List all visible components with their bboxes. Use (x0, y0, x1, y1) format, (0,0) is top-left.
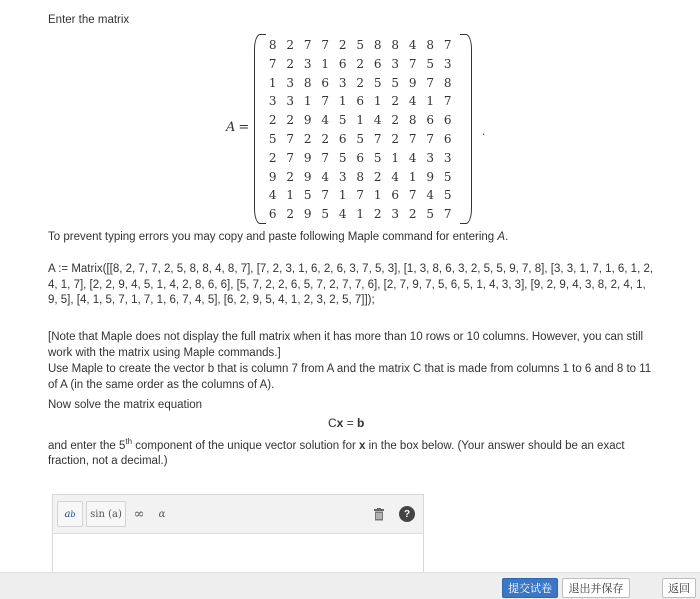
bottom-action-bar (0, 572, 700, 599)
matrix-cell: 4 (391, 169, 400, 184)
matrix-cell: 7 (443, 207, 452, 222)
matrix-cell: 5 (426, 56, 435, 71)
use-maple-instruction: Use Maple to create the vector b that is column 7 from A and the matrix C that is made from columns 1 to 6 and 8 to 11 of A (in the same order as the columns of A). (48, 363, 652, 391)
matrix-cell: 2 (338, 38, 347, 52)
matrix-period: . (482, 124, 486, 138)
matrix-cell: 8 (391, 38, 400, 52)
matrix-cell: 3 (391, 56, 400, 71)
matrix-cell: 3 (268, 94, 277, 109)
matrix-cell: 3 (443, 56, 452, 71)
matrix-cell: 9 (268, 169, 277, 184)
matrix-cell: 5 (443, 188, 452, 203)
matrix-cell: 3 (286, 75, 295, 90)
matrix-cell: 7 (426, 131, 435, 146)
matrix-label: A = (226, 120, 250, 135)
matrix-cell: 7 (321, 94, 330, 109)
matrix-cell: 4 (338, 207, 347, 222)
matrix-cell: 8 (356, 169, 365, 184)
matrix-cell: 7 (408, 131, 417, 146)
matrix-cell: 9 (303, 150, 312, 165)
matrix-cell: 3 (426, 150, 435, 165)
maple-command[interactable]: A := Matrix([[8, 2, 7, 7, 2, 5, 8, 8, 4, 8, 7], [7, 2, 3, 1, 6, 2, 6, 3, 7, 5, 3], [1, 3, 8, 6, 3, 2, 5, 5, 9, 7, 8], [3, 3, 1, 7, 1, 6, 1, 2, 4, 1, 7], [2, 2, 9, 4, 5, 1, 4, 2, 8, 6, 6], [5, 7, 2, 2, 6, 5, 7, 2, 7, 7, 6], [2, 7, 9, 7, 5, 6, 5, 1, 4, 3, 3], [9, 2, 9, 4, 3, 8, 2, 4, 1, 9, 5], [4, 1, 5, 7, 1, 7, 1, 6, 7, 4, 5], [6, 2, 9, 5, 4, 1, 2, 3, 2, 5, 7]]); (48, 263, 654, 306)
submit-exam-button[interactable]: 提交试卷 (502, 578, 558, 598)
matrix-cell: 1 (356, 113, 365, 128)
copy-instruction: To prevent typing errors you may copy and paste following Maple command for entering A. (48, 231, 509, 243)
matrix-cell: 2 (268, 113, 277, 128)
matrix-cell: 2 (356, 56, 365, 71)
matrix-cell: 2 (373, 169, 382, 184)
matrix-cell: 2 (356, 75, 365, 90)
matrix-cell: 7 (426, 75, 435, 90)
solve-instruction: Now solve the matrix equation (48, 399, 203, 411)
matrix-cell: 6 (268, 207, 277, 222)
matrix-cell: 6 (338, 56, 347, 71)
matrix-cell: 5 (443, 169, 452, 184)
matrix-cell: 7 (286, 150, 295, 165)
matrix-cell: 2 (391, 113, 400, 128)
matrix-cell: 6 (443, 113, 452, 128)
matrix-cell: 2 (268, 150, 277, 165)
matrix-cell: 7 (321, 38, 330, 52)
matrix-cell: 7 (408, 188, 417, 203)
matrix-cell: 6 (443, 131, 452, 146)
matrix-cell: 2 (391, 94, 400, 109)
matrix-cell: 5 (338, 113, 347, 128)
matrix-cell: 5 (321, 207, 330, 222)
matrix-cell: 4 (408, 38, 417, 52)
matrix-cell: 4 (408, 150, 417, 165)
matrix-cell: 9 (303, 207, 312, 222)
matrix-cell: 2 (286, 38, 295, 52)
matrix-cell: 5 (356, 38, 365, 52)
matrix-cell: 5 (391, 75, 400, 90)
matrix-cell: 7 (268, 56, 277, 71)
matrix-cell: 7 (373, 131, 382, 146)
matrix-cell: 1 (373, 94, 382, 109)
matrix-cell: 6 (321, 75, 330, 90)
matrix-cell: 2 (286, 169, 295, 184)
matrix-cell: 6 (356, 150, 365, 165)
matrix-cell: 9 (303, 113, 312, 128)
answer-input[interactable] (53, 533, 423, 575)
matrix-cell: 7 (321, 150, 330, 165)
matrix-cell: 1 (286, 188, 295, 203)
matrix-cell: 9 (408, 75, 417, 90)
matrix-cell: 1 (338, 94, 347, 109)
matrix-cell: 2 (286, 207, 295, 222)
matrix-cell: 7 (356, 188, 365, 203)
answer-instruction: and enter the 5th component of the unique vector solution for x in the box below. (Your answer should be an exact fraction, not a decimal.) (48, 437, 625, 468)
matrix-cell: 7 (443, 94, 452, 109)
matrix-cell: 8 (303, 75, 312, 90)
matrix-cell: 1 (321, 56, 330, 71)
matrix-equation: Cx = b (328, 416, 365, 430)
matrix-cell: 8 (443, 75, 452, 90)
matrix-cell: 3 (303, 56, 312, 71)
function-button[interactable]: sin (a) (86, 501, 126, 527)
back-button[interactable]: 返回 (662, 578, 696, 598)
matrix-cell: 3 (338, 75, 347, 90)
matrix-cell: 1 (338, 188, 347, 203)
matrix-cell: 5 (373, 75, 382, 90)
matrix-cell: 3 (338, 169, 347, 184)
matrix-cell: 6 (338, 131, 347, 146)
matrix-cell: 6 (356, 94, 365, 109)
matrix-cell: 5 (303, 188, 312, 203)
matrix-cell: 5 (268, 131, 277, 146)
matrix-cell: 1 (268, 75, 277, 90)
matrix-cell: 3 (286, 94, 295, 109)
matrix-cell: 9 (303, 169, 312, 184)
matrix-cell: 1 (426, 94, 435, 109)
help-icon[interactable]: ? (399, 506, 415, 522)
intro-text: Enter the matrix (48, 14, 130, 26)
editor-toolbar (53, 495, 423, 533)
matrix-cell: 2 (286, 113, 295, 128)
matrix-cell: 8 (268, 38, 277, 52)
right-paren (460, 34, 472, 224)
matrix-cell: 9 (426, 169, 435, 184)
matrix-cell: 6 (391, 188, 400, 203)
matrix-cell: 7 (286, 131, 295, 146)
superscript-button[interactable]: a b (57, 501, 83, 527)
matrix-cell: 4 (426, 188, 435, 203)
matrix-cell: 4 (373, 113, 382, 128)
matrix-cell: 5 (426, 207, 435, 222)
matrix-cell: 5 (338, 150, 347, 165)
infinity-button[interactable]: ∞ (133, 506, 145, 522)
matrix-cell: 1 (373, 188, 382, 203)
matrix-cell: 7 (303, 38, 312, 52)
matrix-cell: 6 (373, 56, 382, 71)
matrix-cell: 4 (321, 169, 330, 184)
matrix-cell: 1 (303, 94, 312, 109)
matrix-cell: 6 (426, 113, 435, 128)
matrix-cell: 3 (443, 150, 452, 165)
matrix-cell: 3 (391, 207, 400, 222)
matrix-cell: 7 (321, 188, 330, 203)
matrix-cell: 2 (286, 56, 295, 71)
greek-letter-button[interactable]: α (158, 508, 166, 520)
matrix-cell: 4 (321, 113, 330, 128)
matrix-cell: 2 (408, 207, 417, 222)
matrix-cell: 1 (391, 150, 400, 165)
matrix-cell: 2 (321, 131, 330, 146)
matrix-cell: 2 (391, 131, 400, 146)
matrix-cell: 2 (303, 131, 312, 146)
matrix-cell: 4 (268, 188, 277, 203)
matrix-cell: 8 (373, 38, 382, 52)
matrix-cell: 2 (373, 207, 382, 222)
matrix-grid (264, 36, 457, 224)
matrix-cell: 7 (408, 56, 417, 71)
trash-icon[interactable] (371, 506, 387, 522)
maple-note: [Note that Maple does not display the full matrix when it has more than 10 rows or 10 columns. However, you can still work with the matrix using Maple commands.] (48, 331, 644, 359)
matrix-display (48, 34, 528, 226)
matrix-cell: 7 (443, 38, 452, 52)
matrix-cell: 8 (408, 113, 417, 128)
matrix-cell: 5 (373, 150, 382, 165)
matrix-cell: 5 (356, 131, 365, 146)
matrix-cell: 1 (356, 207, 365, 222)
matrix-cell: 4 (408, 94, 417, 109)
save-and-quit-button[interactable]: 退出并保存 (562, 578, 630, 598)
matrix-cell: 1 (408, 169, 417, 184)
answer-editor (52, 494, 424, 574)
matrix-cell: 8 (426, 38, 435, 52)
